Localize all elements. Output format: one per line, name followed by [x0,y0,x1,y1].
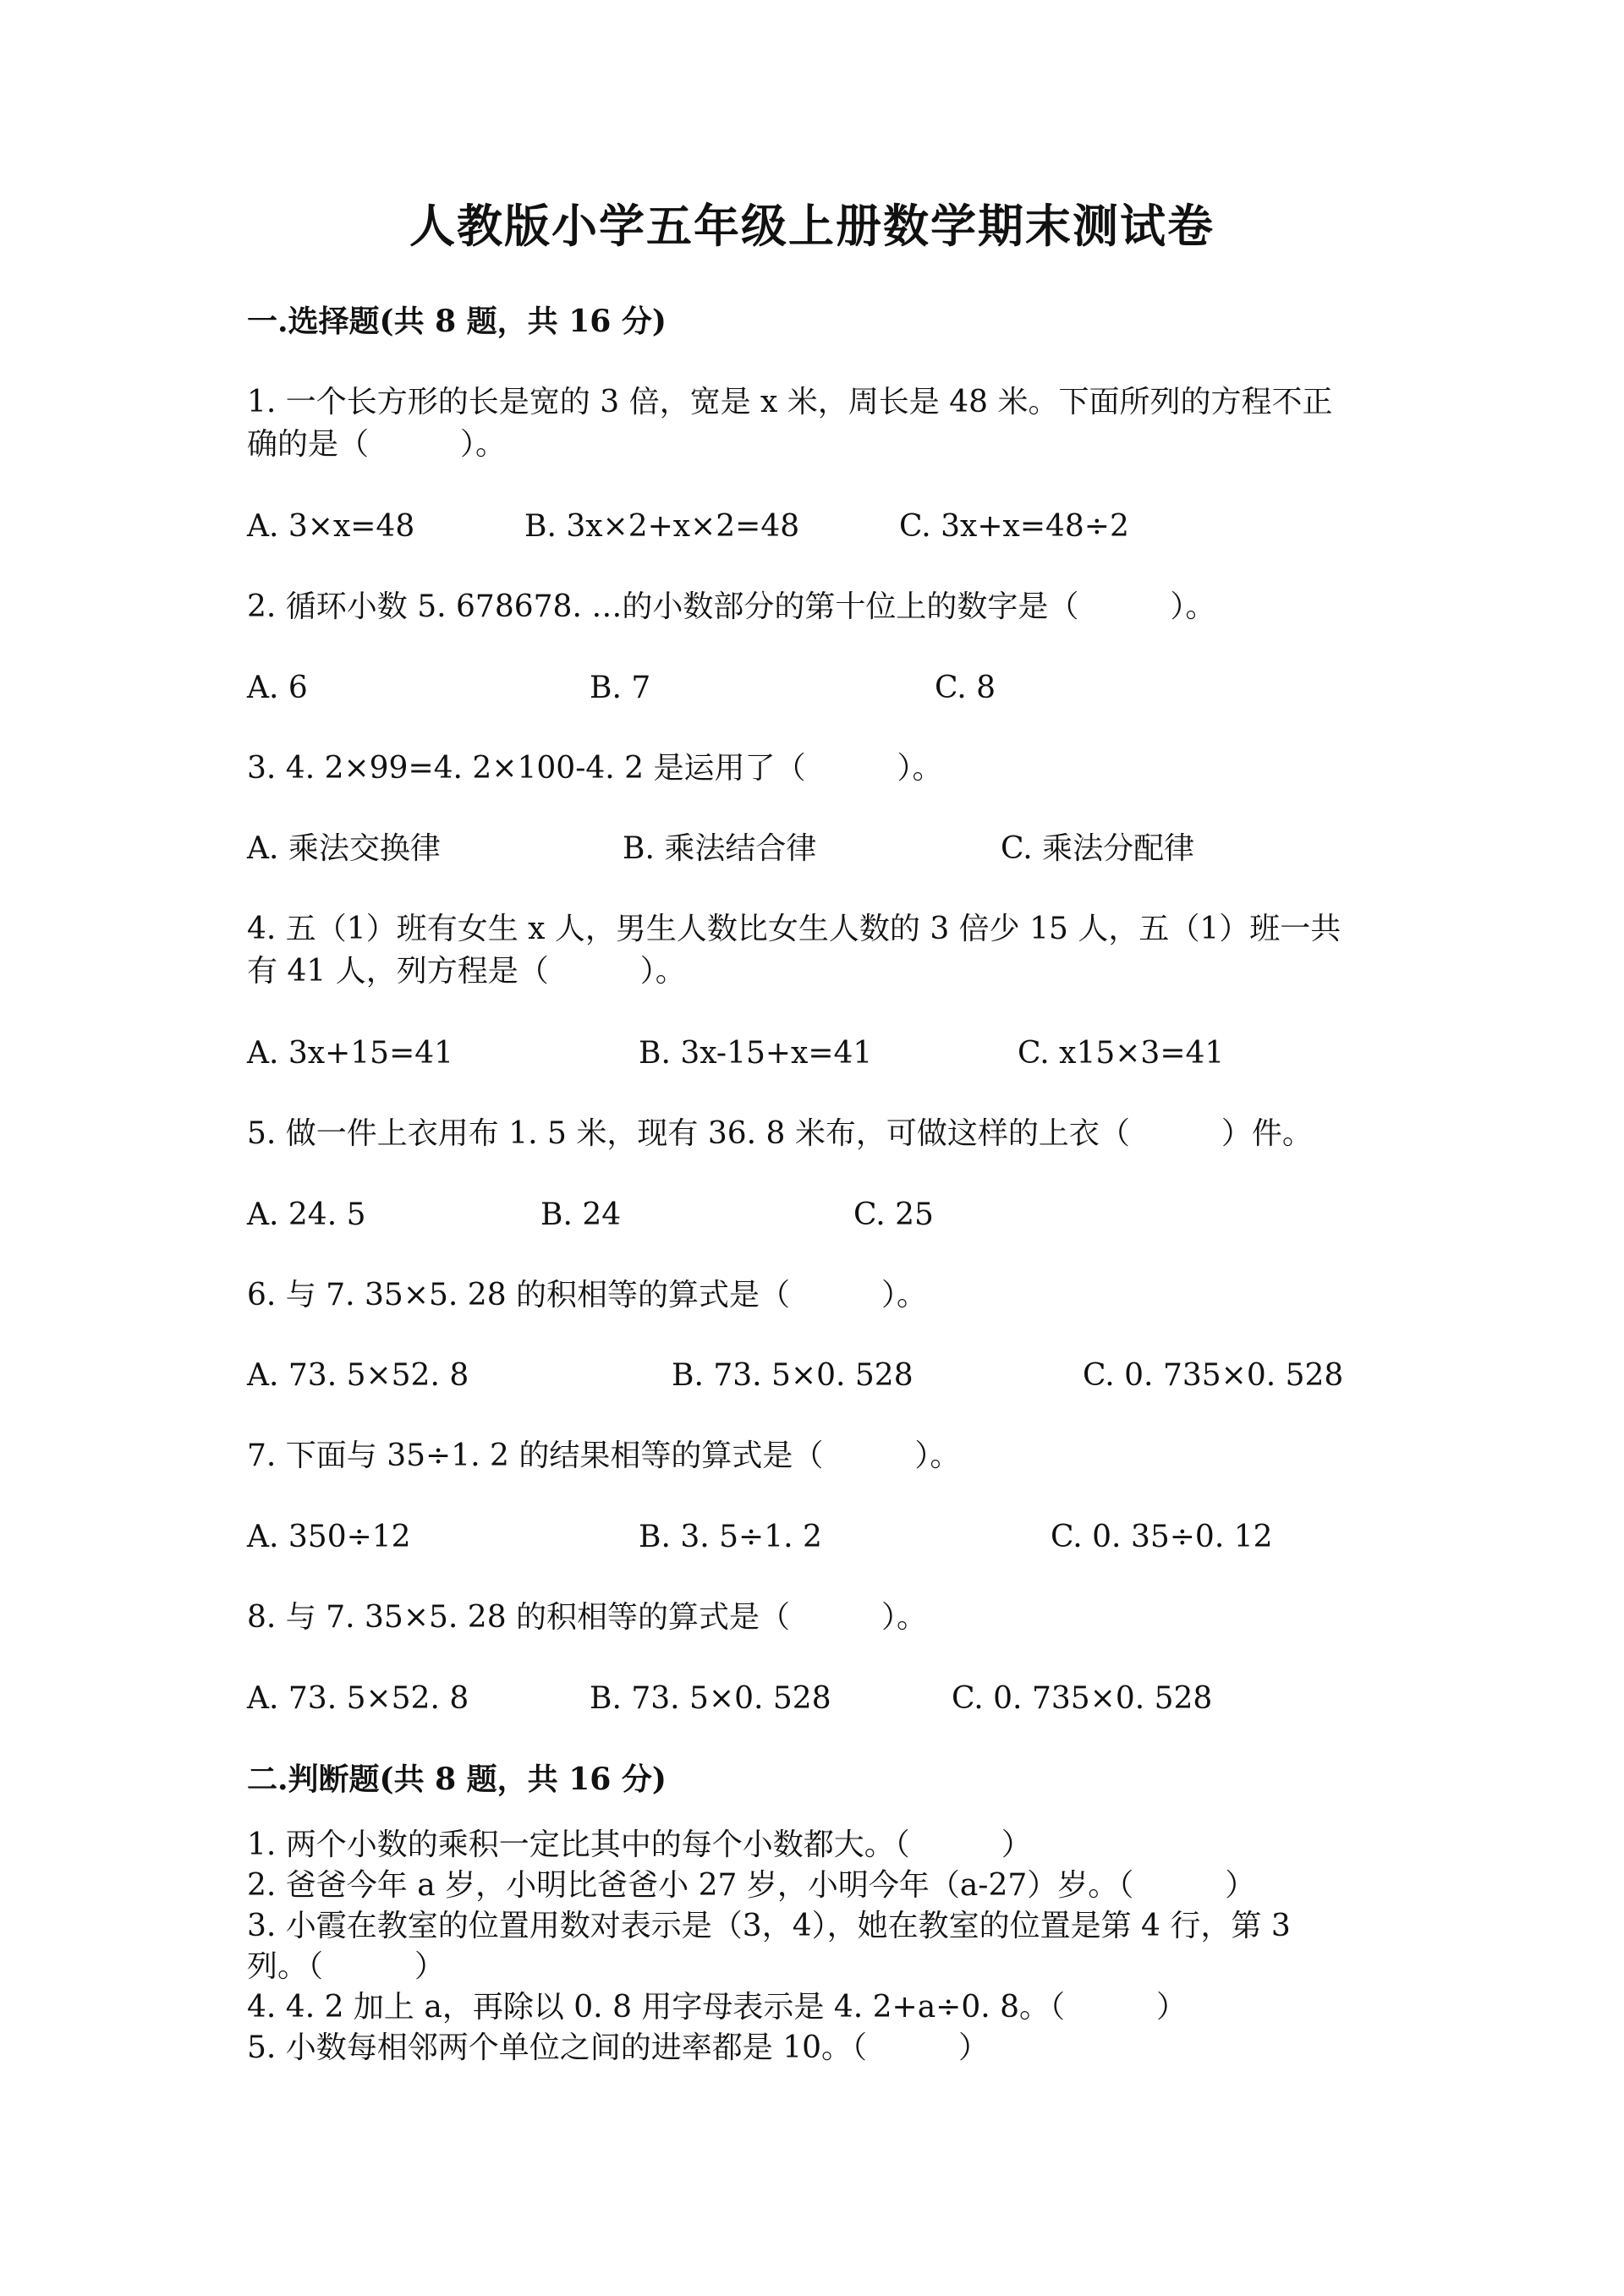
option-a: A. 73. 5×52. 8 [247,1358,469,1393]
option-a: A. 3×x=48 [247,509,415,544]
option-b: B. 3. 5÷1. 2 [639,1520,822,1554]
option-c: C. 0. 35÷0. 12 [1051,1520,1273,1554]
option-a: A. 73. 5×52. 8 [247,1681,469,1716]
choice-question-2 [247,586,1397,628]
section-heading-choice: 一.选择题(共 8 题，共 16 分) [247,304,667,339]
option-c: C. 乘法分配律 [1001,831,1195,866]
question-line: 5. 做一件上衣用布 1. 5 米，现有 36. 8 米布，可做这样的上衣（ ）件。 [247,1116,1313,1151]
option-a: A. 3x+15=41 [247,1036,454,1071]
choice-question-6 [247,1274,1397,1317]
option-a: A. 350÷12 [247,1520,411,1554]
option-c: C. 25 [853,1197,934,1232]
judge-item-4 [247,1987,1414,2028]
option-b: B. 乘法结合律 [623,831,817,866]
option-b: B. 3x×2+x×2=48 [524,509,800,544]
choice-question-5 [247,1113,1397,1155]
question-line: 4. 五（1）班有女生 x 人，男生人数比女生人数的 3 倍少 15 人，五（1）班一共 [247,912,1341,946]
option-c: C. 0. 735×0. 528 [1083,1358,1344,1393]
question-line: 确的是（ ）。 [247,427,507,462]
question-line: 3. 4. 2×99=4. 2×100-4. 2 是运用了（ ）。 [247,751,943,786]
option-c: C. 8 [935,671,996,705]
option-a: A. 6 [247,671,308,705]
question-line: 7. 下面与 35÷1. 2 的结果相等的算式是（ ）。 [247,1438,961,1473]
choice-question-8 [247,1597,1397,1639]
option-a: A. 24. 5 [247,1197,366,1232]
question-line: 8. 与 7. 35×5. 28 的积相等的算式是（ ）。 [247,1600,928,1635]
judge-item-1 [247,1825,1414,1866]
option-a: A. 乘法交换律 [247,831,441,866]
option-b: B. 7 [590,671,651,705]
option-c: C. x15×3=41 [1018,1036,1225,1071]
option-c: C. 3x+x=48÷2 [899,509,1129,544]
judge-item-3 [247,1906,1414,1987]
question-line: 6. 与 7. 35×5. 28 的积相等的算式是（ ）。 [247,1278,928,1312]
judge-line: 3. 小霞在教室的位置用数对表示是（3，4），她在教室的位置是第 4 行，第 3 [247,1909,1291,1943]
judge-line: 2. 爸爸今年 a 岁，小明比爸爸小 27 岁，小明今年（a-27）岁。（ ） [247,1868,1256,1903]
judge-line: 列。（ ） [247,1949,446,1984]
section-heading-judge: 二.判断题(共 8 题，共 16 分) [247,1762,667,1797]
choice-question-4 [247,908,1397,993]
judge-item-2 [247,1866,1414,1906]
question-line: 1. 一个长方形的长是宽的 3 倍，宽是 x 米，周长是 48 米。下面所列的方程不正 [247,385,1333,419]
option-b: B. 73. 5×0. 528 [672,1358,914,1393]
choice-question-1 [247,381,1397,466]
judge-line: 1. 两个小数的乘积一定比其中的每个小数都大。（ ） [247,1827,1032,1862]
question-line: 有 41 人，列方程是（ ）。 [247,954,686,989]
judge-line: 5. 小数每相邻两个单位之间的进率都是 10。（ ） [247,2030,990,2065]
choice-question-7 [247,1435,1397,1477]
choice-question-3 [247,748,1397,790]
judge-line: 4. 4. 2 加上 a，再除以 0. 8 用字母表示是 4. 2+a÷0. 8。（ ） [247,1990,1188,2025]
option-b: B. 3x-15+x=41 [639,1036,873,1071]
judge-item-5 [247,2028,1414,2069]
page-title: 人教版小学五年级上册数学期末测试卷 [409,199,1215,253]
option-b: B. 73. 5×0. 528 [590,1681,831,1716]
judge-list [247,1825,1414,2069]
question-line: 2. 循环小数 5. 678678. …的小数部分的第十位上的数字是（ ）。 [247,589,1216,624]
option-b: B. 24 [540,1197,622,1232]
option-c: C. 0. 735×0. 528 [952,1681,1213,1716]
